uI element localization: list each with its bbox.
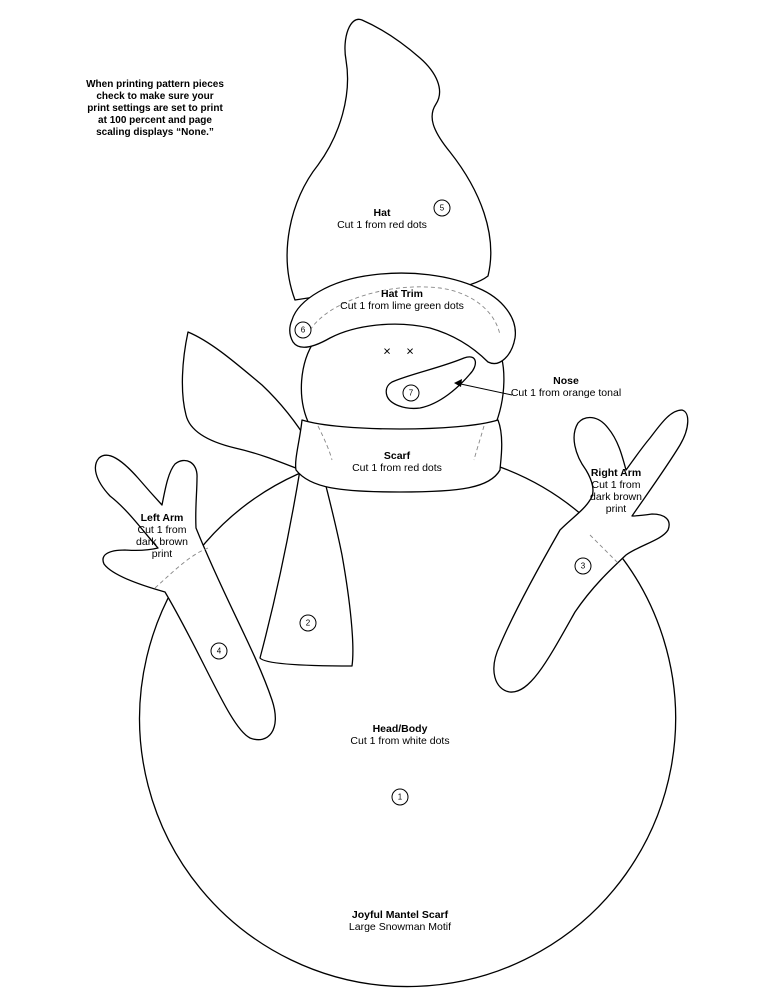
right-arm-instruction-line: Cut 1 from (591, 479, 641, 491)
hat-trim-label (327, 288, 477, 312)
piece-number-5: 5 (439, 203, 445, 213)
left-eye-mark: × (383, 343, 391, 359)
scarf-label (337, 450, 457, 474)
hat-piece (287, 19, 491, 300)
scarf-wing-piece (182, 332, 310, 472)
printing-note (70, 79, 240, 139)
left-arm-instruction-line: dark brown (136, 536, 188, 548)
left-arm-instruction-line: print (151, 548, 173, 560)
scarf-instruction: Cut 1 from red dots (352, 462, 442, 474)
left-arm-title: Left Arm (140, 512, 184, 524)
pattern-subtitle: Large Snowman Motif (348, 921, 452, 933)
right-arm-instruction-line: print (605, 503, 627, 515)
printing-note-line: scaling displays “None.” (96, 127, 214, 138)
right-arm-label (576, 467, 656, 515)
piece-number-4: 4 (216, 646, 222, 656)
pattern-title: Joyful Mantel Scarf (351, 909, 449, 921)
hat-title: Hat (373, 207, 391, 219)
right-arm-instruction-line: dark brown (590, 491, 642, 503)
piece-number-2: 2 (305, 618, 311, 628)
left-arm-label (122, 512, 202, 560)
hat-label (322, 207, 442, 231)
right-arm-title: Right Arm (590, 467, 642, 479)
hat-instruction: Cut 1 from red dots (337, 219, 427, 231)
printing-note-line: at 100 percent and page (98, 115, 212, 126)
nose-title: Nose (553, 375, 579, 387)
left-arm-instruction-line: Cut 1 from (137, 524, 187, 536)
printing-note-line: print settings are set to print (87, 103, 223, 114)
hat-trim-title: Hat Trim (380, 288, 423, 300)
right-eye-mark: × (406, 343, 414, 359)
head-body-instruction: Cut 1 from white dots (350, 735, 450, 747)
piece-number-7: 7 (408, 388, 414, 398)
head-body-label (335, 723, 465, 747)
head-body-title: Head/Body (372, 723, 428, 735)
piece-number-1: 1 (397, 792, 403, 802)
hat-trim-instruction: Cut 1 from lime green dots (340, 300, 464, 312)
scarf-title: Scarf (383, 450, 411, 462)
printing-note-line: check to make sure your (96, 91, 214, 102)
piece-number-3: 3 (580, 561, 586, 571)
nose-instruction: Cut 1 from orange tonal (510, 387, 622, 399)
pattern-title-block (325, 909, 475, 933)
printing-note-line: When printing pattern pieces (86, 79, 224, 90)
nose-label (506, 375, 626, 399)
piece-number-6: 6 (300, 325, 306, 335)
